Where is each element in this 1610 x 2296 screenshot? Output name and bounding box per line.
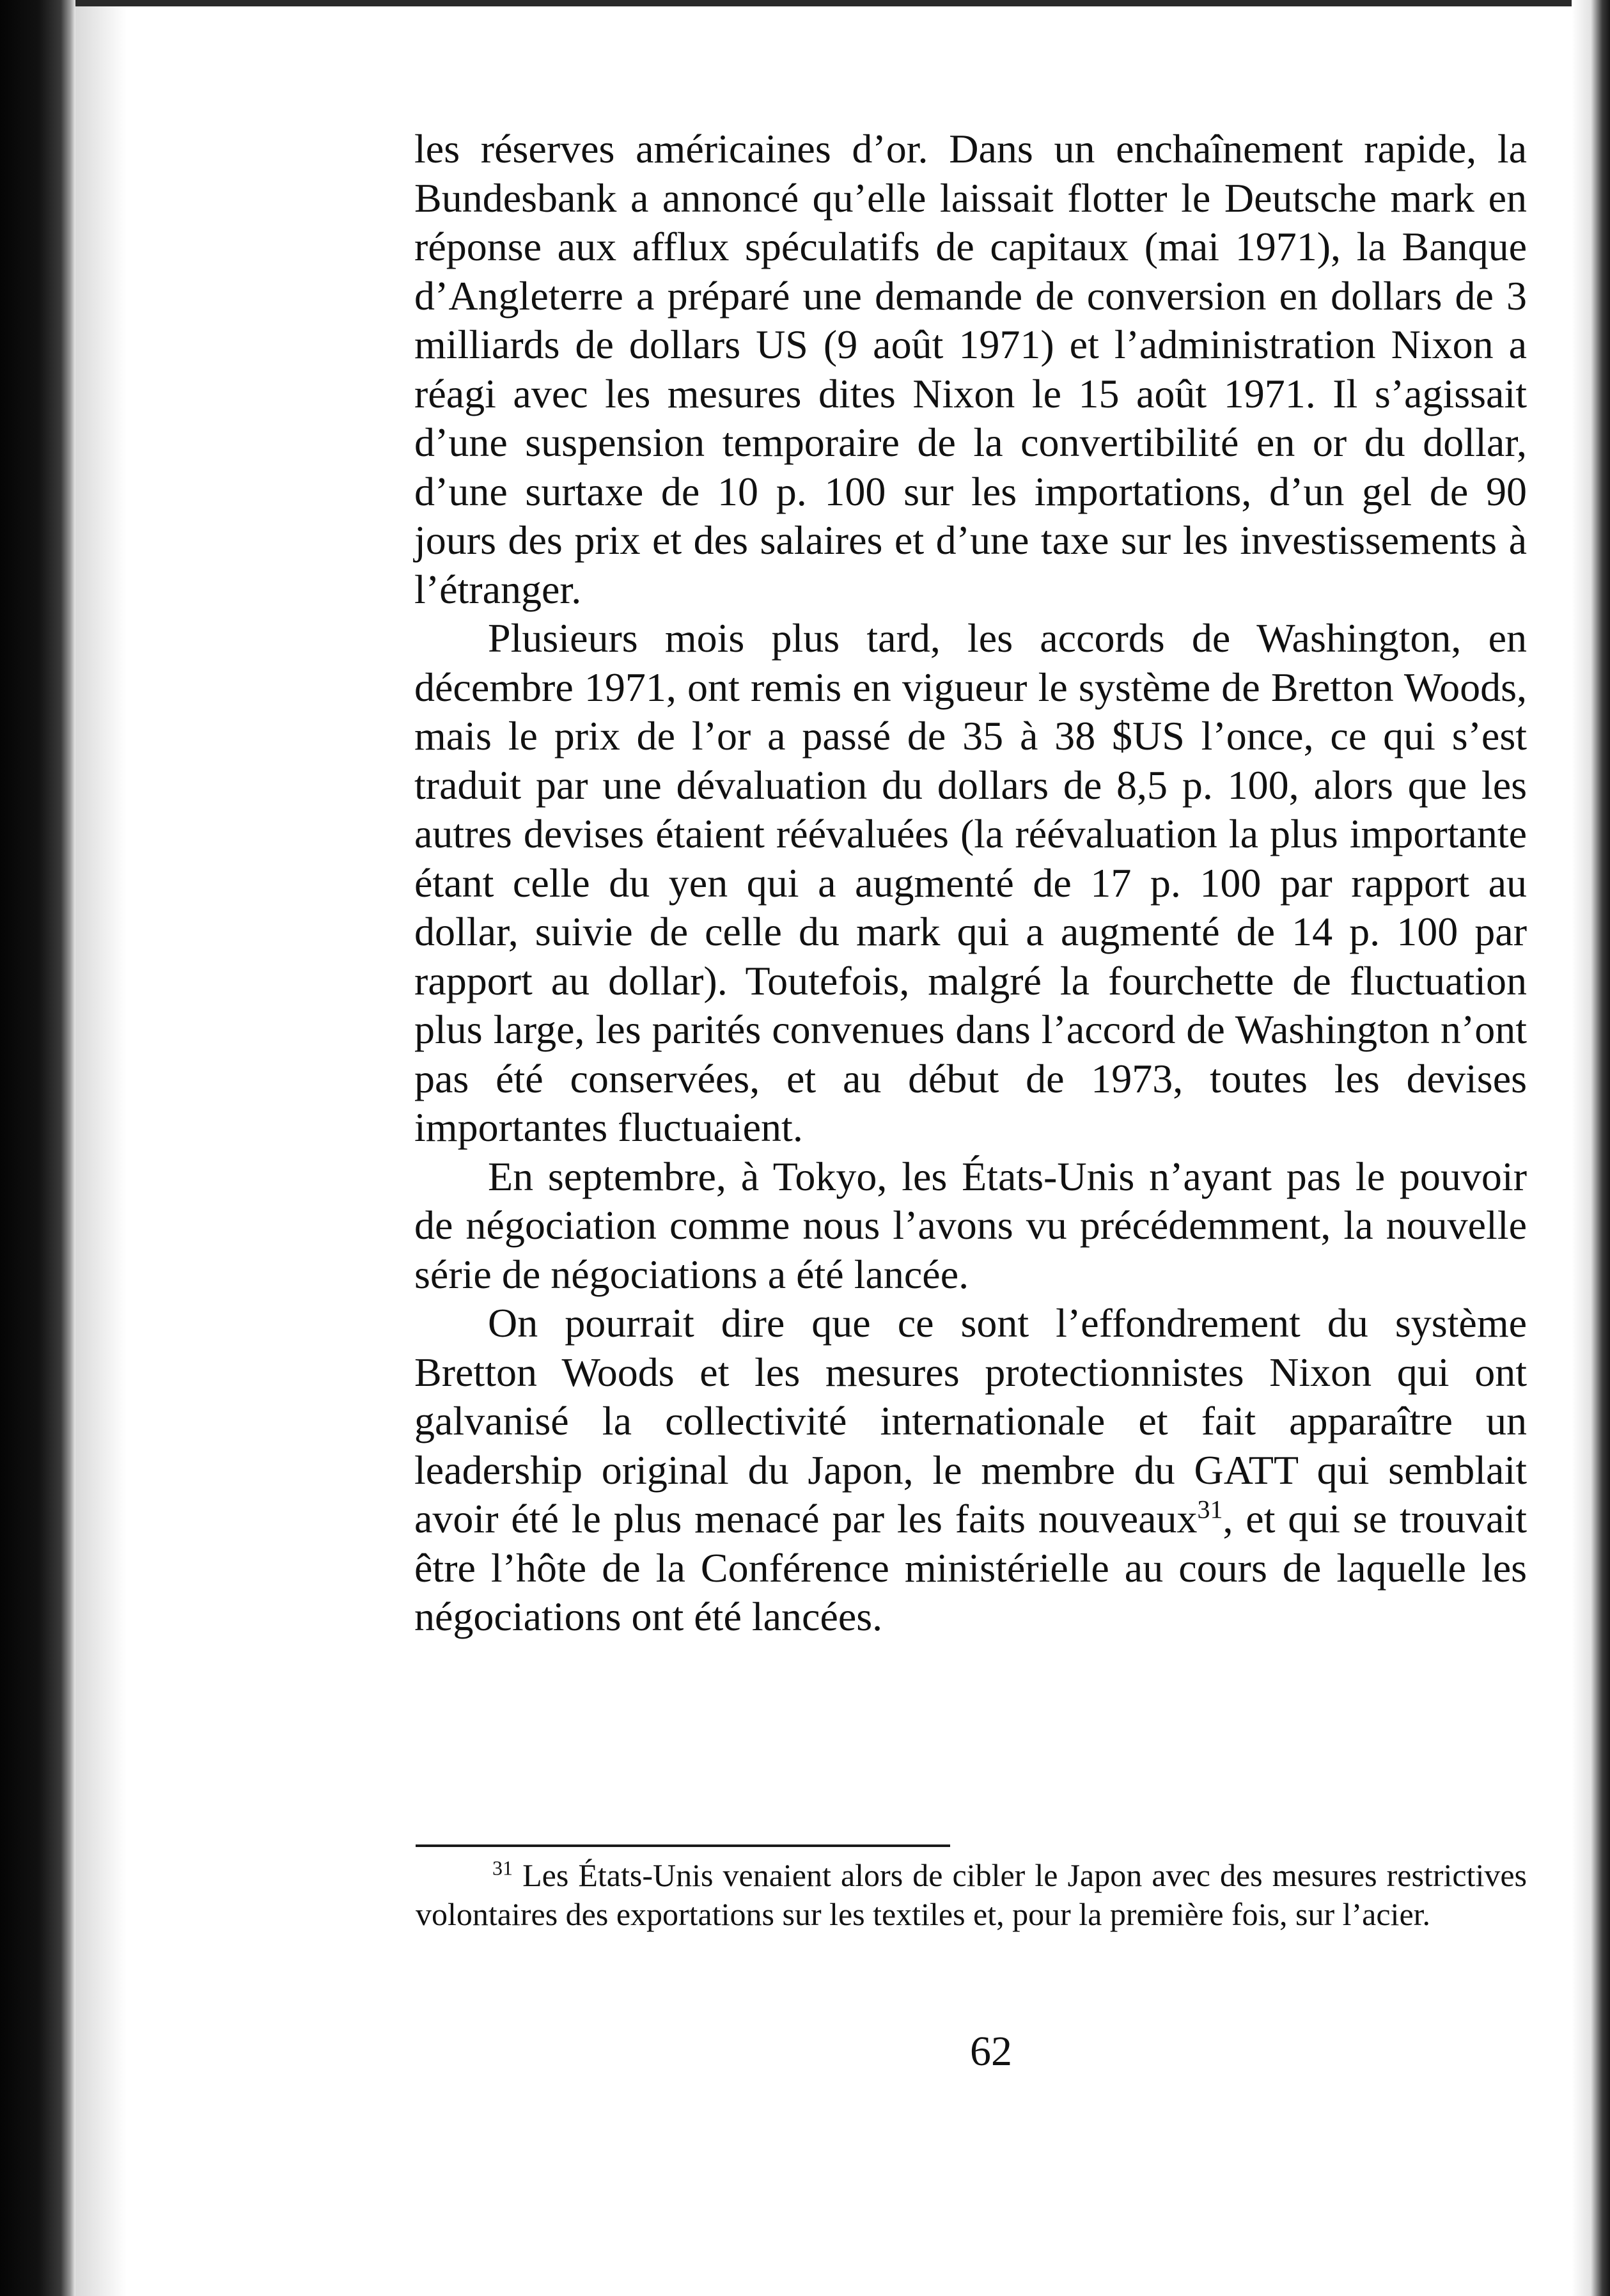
page-number: 62 — [970, 2028, 1012, 2075]
paragraph-2: Plusieurs mois plus tard, les accords de Washington, en décembre 1971, ont remis en vigueur le système de Bretton Woods, mais le prix de l’or a passé de 35 à 38 $US l’once, ce qui s’est traduit par une dévaluation du dollars de 8,5 p. 100, alors que les autres devises étaient réévaluées (la réévaluation la plus importante étant celle du yen qui a augmenté de 17 p. 100 par rapport au dollar, suivie de celle du mark qui a augmenté de 14 p. 100 par rapport au dollar). Toutefois, malgré la fourchette de fluctuation plus large, les parités convenues dans l’accord de Washington n’ont pas été conservées, et au début de 1973, toutes les devises importantes fluctuaient. — [414, 615, 1527, 1150]
footnote-text: Les États-Unis venaient alors de cibler le Japon avec des mesures restrictives volontaires des exportations sur les textiles et, pour la première fois, sur l’acier. — [416, 1857, 1527, 1932]
paragraph-4-text-end: , et qui se trouvait être l’hôte de la Conférence ministérielle au cours de laquelle les négociations ont été lancées. — [414, 1496, 1527, 1639]
scan-top-edge — [75, 0, 1572, 6]
footnote-paragraph — [416, 1856, 1527, 1934]
footnote-reference[interactable]: 31 — [1197, 1495, 1223, 1524]
paragraph-1: les réserves américaines d’or. Dans un enchaînement rapide, la Bundesbank a annoncé qu’elle laissait flotter le Deutsche mark en réponse aux afflux spéculatifs de capitaux (mai 1971), la Banque d’Angleterre a préparé une demande de conversion en dollars de 3 milliards de dollars US (9 août 1971) et l’administration Nixon a réagi avec les mesures dites Nixon le 15 août 1971. Il s’agissait d’une suspension temporaire de la convertibilité en or du dollar, d’une surtaxe de 10 p. 100 sur les importations, d’un gel de 90 jours des prix et des salaires et d’une taxe sur les investissements à l’étranger. — [414, 126, 1527, 612]
scan-binding-shadow — [75, 0, 127, 2296]
scan-binding-edge — [0, 0, 75, 2296]
footnote-number: 31 — [492, 1856, 513, 1880]
paragraph-4-text: On pourrait dire que ce sont l’effondrement du système Bretton Woods et les mesures protectionnistes Nixon qui ont galvanisé la collectivité internationale et fait apparaître un leadership original du Japon, le membre du GATT qui semblait avoir été le plus menacé par les faits nouveaux — [414, 1300, 1527, 1541]
body-text — [414, 125, 1527, 1642]
paragraph-4 — [414, 1299, 1527, 1642]
scan-right-edge — [1572, 0, 1610, 2296]
footnote-separator — [416, 1844, 950, 1847]
footnote — [416, 1856, 1527, 1934]
paragraph-3: En septembre, à Tokyo, les États-Unis n’ayant pas le pouvoir de négociation comme nous l’avons vu précédemment, la nouvelle série de négociations a été lancée. — [414, 1153, 1527, 1297]
